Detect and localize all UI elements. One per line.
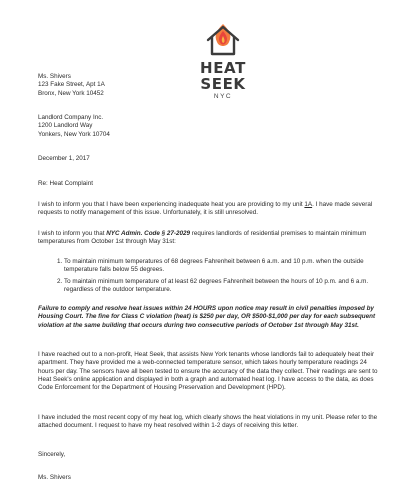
letter-closing: Sincerely, (38, 451, 66, 458)
paragraph-heat-seek: I have reached out to a non-profit, Heat Seek, that assists New York tenants whose landlords fail to adequately heat their apartment. They have provided me a web-connected temperature sensor, which takes hourly temperature readings 24 hours per day. The sensors have all been tested to ensure the accuracy of the data they collect. Their readings are sent to Heat Seek's online application and displayed in both a graph and automated heat log. I have access to the data, as does Code Enforcement for the Department of Housing Preservation and Development (HPD). (38, 351, 378, 392)
sender-address-line1: 123 Fake Street, Apt 1A (38, 81, 105, 89)
paragraph-inadequate-heat (38, 201, 378, 218)
requirement-item: 2. To maintain minimum temperature of at least 62 degrees Fahrenheit between the hours of 10 p.m. and 6 a.m. regardless of the outdoor temperature. (64, 278, 378, 295)
requirement-item: 1. To maintain minimum temperatures of 68 degrees Fahrenheit between 6 a.m. and 10 p.m. when the outside temperature falls below 55 degrees. (64, 258, 378, 275)
letter-signature: Ms. Shivers (38, 474, 71, 481)
unit-number: 1A (304, 201, 313, 208)
house-flame-icon (202, 18, 244, 58)
sender-address (38, 73, 378, 98)
sender-address-line2: Bronx, New York 10452 (38, 89, 104, 97)
para1-text-end: . I have made several requests to notify management of this issue. Unfortunately, it is still unresolved. (38, 201, 373, 217)
logo-subtitle: NYC (213, 93, 233, 100)
letter-date: December 1, 2017 (38, 155, 90, 162)
para2-text-start: I wish to inform you that (38, 230, 107, 237)
recipient-address-line2: Yonkers, New York 10704 (38, 130, 110, 138)
requirements-list (38, 258, 378, 297)
paragraph-heat-log: I have included the most recent copy of my heat log, which clearly shows the heat violations in my unit. Please refer to the attached document. I request to have my heat resolved within 1-2 days of receiving this letter. (38, 414, 378, 430)
para1-text-start: I wish to inform you that I have been experiencing inadequate heat you are providing to my unit (38, 201, 305, 208)
para2-text-end: requires landlords of residential premises to maintain minimum temperatures from October 1st through May 31st: (38, 230, 367, 246)
letter-subject: Re: Heat Complaint (38, 180, 93, 187)
sender-name: Ms. Shivers (38, 73, 71, 80)
logo-title: HEAT SEEK (200, 59, 246, 93)
recipient-name: Landlord Company Inc. (38, 114, 104, 121)
recipient-address (38, 114, 378, 139)
penalty-warning: Failure to comply and resolve heat issues within 24 HOURS upon notice may result in civil penalties imposed by Housing Court. The fine for Class C violation (heat) is $250 per day, OR $500-$1,000 per day for each subsequent violation at the same building that occurs during two consecutive periods of October 1st through May 31st. (38, 305, 376, 329)
paragraph-code-reference (38, 230, 378, 247)
recipient-address-line1: 1200 Landlord Way (38, 122, 93, 130)
admin-code: NYC Admin. Code § 27-2029 (106, 230, 191, 237)
